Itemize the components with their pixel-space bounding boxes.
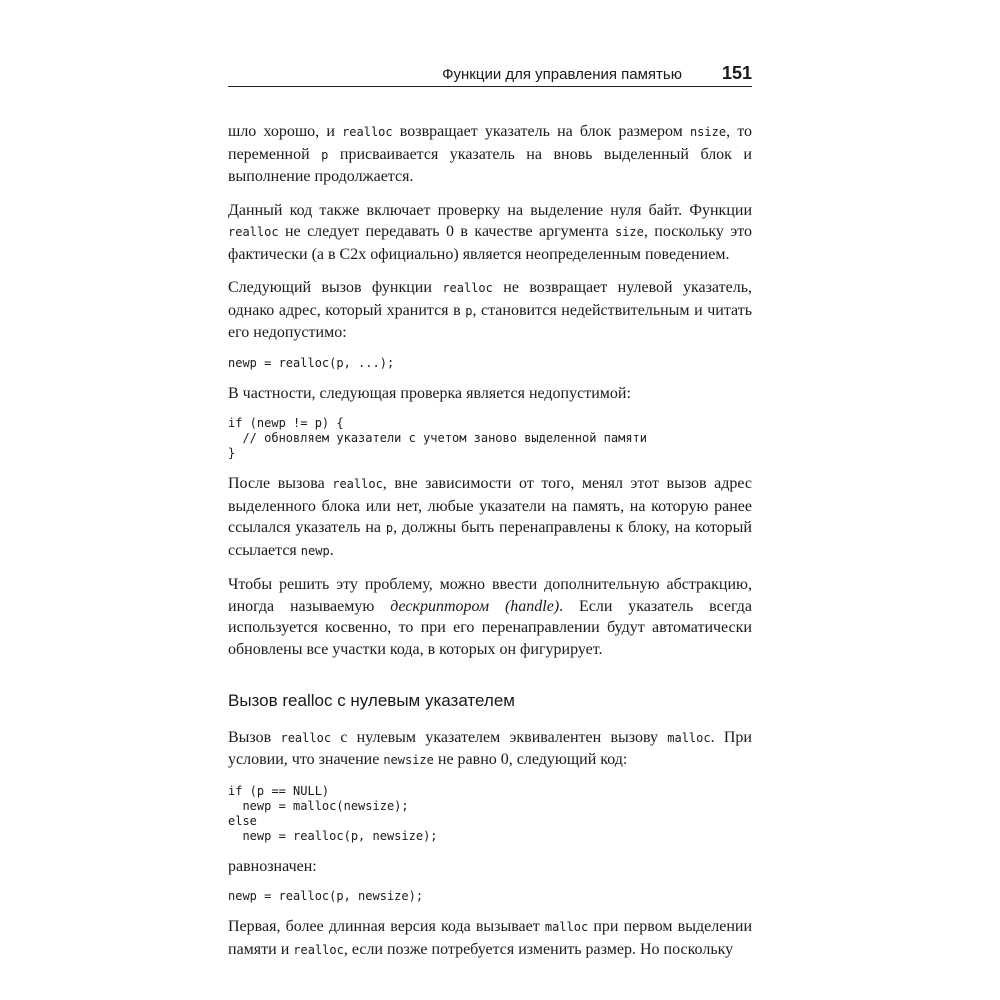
inline-code: newp (300, 543, 330, 558)
code-block-1: newp = realloc(p, ...); (228, 355, 395, 370)
running-header (228, 60, 752, 87)
inline-code: p (321, 147, 329, 162)
inline-code: realloc (228, 225, 279, 239)
inline-code: malloc (544, 920, 589, 934)
header-title: Функции для управления памятью (442, 66, 682, 83)
inline-code: p (385, 521, 394, 535)
code-block-2: if (newp != p) { // обновляем указатели с учетом заново выделенной памяти } (228, 416, 648, 460)
paragraph-7: Вызов realloc с нулевым указателем эквивалентен вызову malloc. При условии, что значение newsize не равно 0, следующий код: (228, 728, 752, 768)
code-block-3: if (p == NULL) newp = malloc(newsize); else newp = realloc(p, newsize); (228, 783, 438, 843)
inline-code: realloc (280, 730, 332, 745)
inline-code: p (465, 303, 473, 318)
paragraph-8: равнозначен: (228, 857, 317, 875)
paragraph-3: Следующий вызов функции realloc не возвращает нулевой указатель, однако адрес, который хранится в p, становится недействительным и читать его недопустимо: (228, 279, 752, 341)
page-number: 151 (721, 63, 752, 83)
inline-code: realloc (332, 477, 383, 491)
inline-code: newsize (383, 753, 434, 767)
term-italic: дескриптором (handle) (390, 597, 560, 615)
inline-code: malloc (667, 730, 711, 745)
inline-code: nsize (689, 125, 727, 139)
paragraph-6: Чтобы решить эту проблему, можно ввести дополнительную абстракцию, иногда называемую дескриптором (handle). Если указатель всегда используется косвенно, то при его перенаправлении будут автоматически обновлены все участки кода, в которых он фигурирует. (228, 576, 752, 658)
code-block-4: newp = realloc(p, newsize); (228, 889, 424, 903)
paragraph-2: Данный код также включает проверку на выделение нуля байт. Функции realloc не следует передавать 0 в качестве аргумента size, поскольку это фактически (а в C2x официально) является неопределенным поведением. (228, 201, 752, 263)
paragraph-1: шло хорошо, и realloc возвращает указатель на блок размером nsize, то переменной p присваивается указатель на вновь выделенный блок и выполнение продолжается. (228, 123, 753, 185)
inline-code: size (614, 225, 644, 239)
paragraph-5: После вызова realloc, вне зависимости от того, менял этот вызов адрес выделенного блока или нет, любые указатели на память, на которую ранее ссылался указатель на p, должны быть перенаправлены к блоку, на который ссылается newp. (228, 475, 752, 559)
paragraph-9: Первая, более длинная версия кода вызывает malloc при первом выделении памяти и realloc, если позже потребуется изменить размер. Но поскольку (228, 918, 753, 958)
book-page (228, 60, 752, 961)
inline-code: realloc (442, 281, 493, 295)
inline-code: realloc (342, 125, 393, 139)
section-heading: Вызов realloc с нулевым указателем (228, 691, 515, 710)
page-body (228, 121, 752, 961)
paragraph-4: В частности, следующая проверка является недопустимой: (228, 384, 631, 402)
inline-code: realloc (293, 942, 344, 957)
